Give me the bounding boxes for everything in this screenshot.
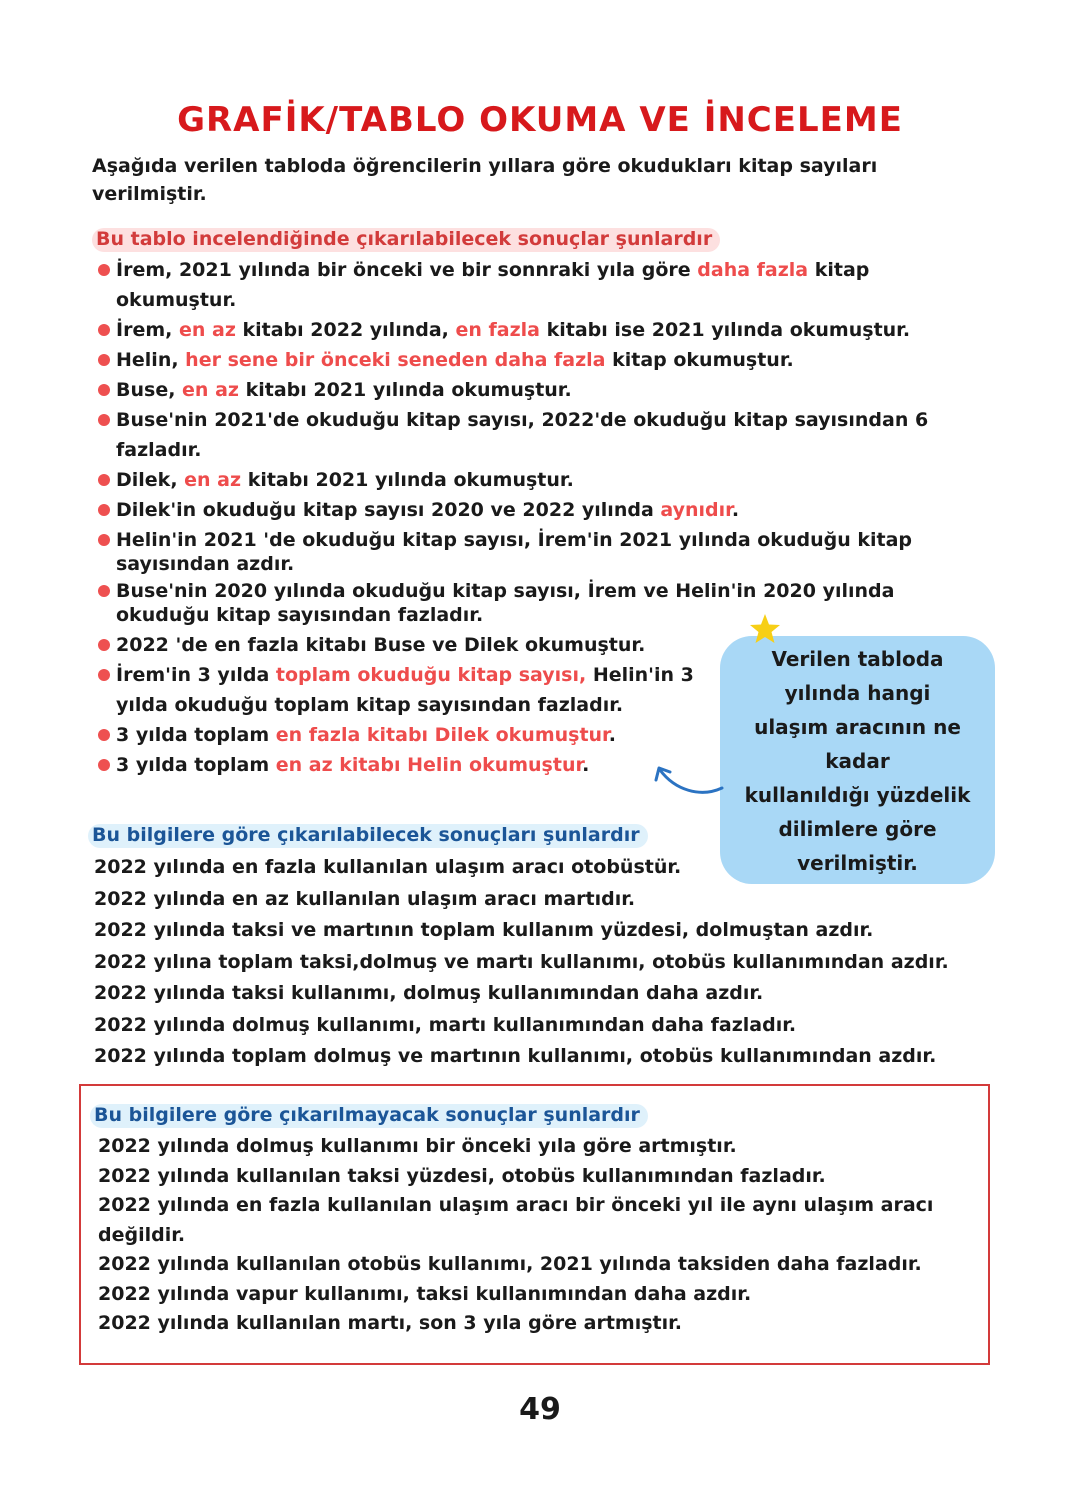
bullet-dot-icon: [98, 504, 110, 516]
bullet-item: Buse'nin 2020 yılında okuduğu kitap sayısı, İrem ve Helin'in 2020 yılında okuduğu kitap sayısından fazladır.: [96, 579, 986, 627]
section1-heading: Bu tablo incelendiğinde çıkarılabilecek sonuçlar şunlardır: [92, 228, 720, 252]
bullet-dot-icon: [98, 354, 110, 366]
bubble-line: kadar: [825, 749, 890, 773]
bullet-dot-icon: [98, 729, 110, 741]
non-result-line: 2022 yılında kullanılan otobüs kullanımı, 2021 yılında taksiden daha fazladır.: [98, 1253, 922, 1275]
curved-arrow-icon: [650, 758, 730, 798]
info-bubble: [720, 636, 995, 884]
bullet-item: İrem, en az kitabı 2022 yılında, en fazla kitabı ise 2021 yılında okumuştur.: [96, 315, 986, 345]
bullet-dot-icon: [98, 474, 110, 486]
non-result-line: 2022 yılında en fazla kullanılan ulaşım aracı bir önceki yıl ile aynı ulaşım aracı değildir.: [98, 1194, 934, 1246]
bubble-line: dilimlere göre: [778, 817, 937, 841]
bullet-dot-icon: [98, 534, 110, 546]
non-result-line: 2022 yılında kullanılan taksi yüzdesi, otobüs kullanımından fazladır.: [98, 1164, 826, 1187]
bullet-dot-icon: [98, 669, 110, 681]
page-number: 49: [519, 1392, 561, 1427]
bullet-item: 2022 'de en fazla kitabı Buse ve Dilek okumuştur.: [96, 630, 716, 660]
bullet-dot-icon: [98, 264, 110, 276]
bullet-dot-icon: [98, 414, 110, 426]
bubble-line: yılında hangi: [784, 681, 931, 705]
bullet-item: 3 yılda toplam en fazla kitabı Dilek okumuştur.: [96, 720, 716, 750]
bubble-line: Verilen tabloda: [771, 647, 944, 671]
non-result-line: 2022 yılında dolmuş kullanımı bir önceki yıla göre artmıştır.: [98, 1135, 737, 1157]
bullet-dot-icon: [98, 324, 110, 336]
non-result-line: 2022 yılında vapur kullanımı, taksi kullanımından daha azdır.: [98, 1282, 752, 1305]
bullet-dot-icon: [98, 639, 110, 651]
bullet-item: Dilek'in okuduğu kitap sayısı 2020 ve 2022 yılında aynıdır.: [96, 495, 986, 525]
bullet-item: Buse'nin 2021'de okuduğu kitap sayısı, 2022'de okuduğu kitap sayısından 6 fazladır.: [96, 405, 986, 465]
bubble-line: kullanıldığı yüzdelik: [744, 783, 971, 807]
result-line: 2022 yılında en az kullanılan ulaşım aracı martıdır.: [94, 887, 636, 910]
result-line: 2022 yılına toplam taksi,dolmuş ve martı kullanımı, otobüs kullanımından azdır.: [94, 950, 949, 973]
section3-lines: [98, 1132, 978, 1339]
result-line: 2022 yılında toplam dolmuş ve martının kullanımı, otobüs kullanımından azdır.: [94, 1045, 937, 1067]
bullet-item: Dilek, en az kitabı 2021 yılında okumuştur.: [96, 465, 986, 495]
intro-text: Aşağıda verilen tabloda öğrencilerin yıllara göre okudukları kitap sayıları verilmiştir.: [92, 155, 878, 205]
bullet-dot-icon: [98, 759, 110, 771]
bullet-item: Helin, her sene bir önceki seneden daha fazla kitap okumuştur.: [96, 345, 986, 375]
bubble-line: verilmiştir.: [797, 851, 918, 875]
bullet-dot-icon: [98, 585, 110, 597]
result-line: 2022 yılında taksi kullanımı, dolmuş kullanımından daha azdır.: [94, 982, 764, 1004]
bullet-dot-icon: [98, 384, 110, 396]
bullet-item: 3 yılda toplam en az kitabı Helin okumuştur.: [96, 750, 716, 780]
bullet-item: Buse, en az kitabı 2021 yılında okumuştur.: [96, 375, 986, 405]
result-line: 2022 yılında dolmuş kullanımı, martı kullanımından daha fazladır.: [94, 1013, 797, 1036]
bubble-line: ulaşım aracının ne: [754, 715, 961, 739]
section2-lines: [94, 852, 994, 1073]
bullet-item: İrem'in 3 yılda toplam okuduğu kitap sayısı, Helin'in 3 yılda okuduğu toplam kitap sayısından fazladır.: [96, 660, 716, 720]
bullet-item: Helin'in 2021 'de okuduğu kitap sayısı, İrem'in 2021 yılında okuduğu kitap sayısından azdır.: [96, 528, 986, 576]
bullet-item: İrem, 2021 yılında bir önceki ve bir sonnraki yıla göre daha fazla kitap okumuştur.: [96, 255, 986, 315]
section3-heading: Bu bilgilere göre çıkarılmayacak sonuçlar şunlardır: [90, 1104, 648, 1128]
page-title: GRAFİK/TABLO OKUMA VE İNCELEME: [177, 100, 903, 140]
result-line: 2022 yılında taksi ve martının toplam kullanım yüzdesi, dolmuştan azdır.: [94, 919, 874, 941]
section2-heading: Bu bilgilere göre çıkarılabilecek sonuçları şunlardır: [88, 824, 648, 848]
star-icon: [748, 612, 782, 646]
result-line: 2022 yılında en fazla kullanılan ulaşım aracı otobüstür.: [94, 856, 682, 878]
non-result-line: 2022 yılında kullanılan martı, son 3 yıla göre artmıştır.: [98, 1312, 682, 1334]
